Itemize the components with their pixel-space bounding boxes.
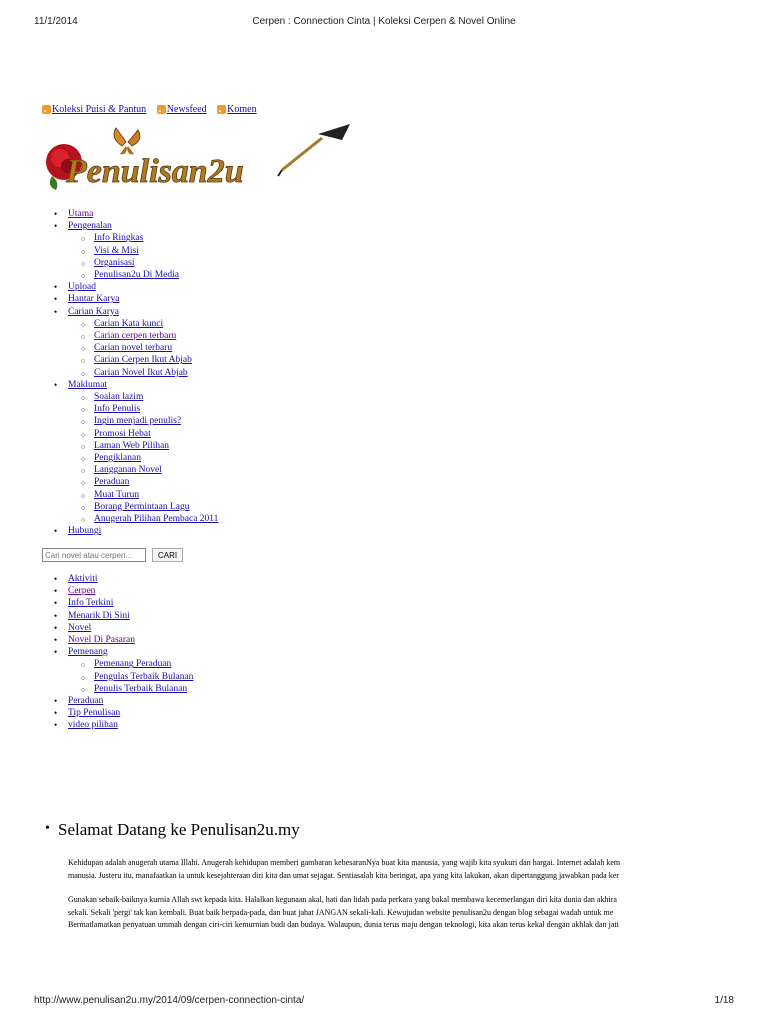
- nav-ingin-menjadi-penulis[interactable]: Ingin menjadi penulis?: [94, 416, 182, 427]
- logo-text: Penulisan2u: [66, 153, 244, 190]
- search-button[interactable]: CARI: [152, 548, 183, 562]
- welcome-heading: • Selamat Datang ke Penulisan2u.my: [58, 820, 300, 840]
- nav-pengiklanan[interactable]: Pengiklanan: [94, 453, 141, 464]
- print-date: 11/1/2014: [34, 16, 78, 27]
- nav-carian-novel-terbaru[interactable]: Carian novel terbaru: [94, 343, 173, 354]
- nav-maklumat[interactable]: Maklumat: [68, 379, 108, 390]
- nav-carian-karya[interactable]: Carian Karya: [68, 306, 119, 317]
- toplink-koleksi-puisi[interactable]: Koleksi Puisi & Pantun: [42, 104, 146, 115]
- nav-pemenang-peraduan[interactable]: Pemenang Peraduan: [94, 659, 172, 670]
- nav-hantar-karya[interactable]: Hantar Karya: [68, 294, 120, 305]
- print-page-number: 1/18: [714, 995, 734, 1006]
- paragraph-line: Gunakan sebaik-baiknya kurnia Allah swt kepada kita. Halalkan kegunaan akal, hati dan lidah pada perkara yang bakal membawa kecemerlangan diri kita dunia dan akhira: [68, 895, 617, 904]
- nav-menarik-di-sini[interactable]: Menarik Di Sini: [68, 610, 130, 621]
- top-links: [42, 104, 265, 117]
- quill-pen-icon: [278, 124, 350, 176]
- paragraph-line: sekali. Sekali 'pergi' tak kan kembali. Buat baik berpada-pada, dan buat jahat JANGAN sekali-kali. Kewujudan website penulisan2u dengan blog sebagai wadah untuk me: [68, 907, 614, 917]
- main-nav: [42, 208, 218, 537]
- rss-icon: [217, 105, 226, 114]
- nav-carian-cerpen-terbaru[interactable]: Carian cerpen terbaru: [94, 331, 177, 342]
- nav-tip-penulisan[interactable]: Tip Penulisan: [68, 708, 121, 719]
- butterfly-icon: [114, 128, 140, 154]
- nav-utama[interactable]: Utama: [68, 209, 94, 219]
- nav-organisasi[interactable]: Organisasi: [94, 257, 135, 268]
- nav-info-penulis[interactable]: Info Penulis: [94, 404, 141, 415]
- paragraph-line: Kehidupan adalah anugerah utama Illahi. Anugerah kehidupan memberi gambaran kebesaranNya buat kita manusia, yang wajib kita syukuri dan hargai. Internet adalah kem: [68, 858, 621, 867]
- nav-langganan-novel[interactable]: Langganan Novel: [94, 465, 162, 476]
- nav-novel-di-pasaran[interactable]: Novel Di Pasaran: [68, 635, 136, 646]
- search-form: [42, 548, 183, 562]
- toplink-newsfeed[interactable]: Newsfeed: [157, 104, 207, 115]
- welcome-paragraph-2: [68, 894, 733, 932]
- nav-peraduan[interactable]: Peraduan: [68, 696, 104, 707]
- nav-aktiviti[interactable]: Aktiviti: [68, 574, 98, 584]
- paragraph-line: Bermatlamatkan penyatuan ummah dengan ciri-ciri kemurnian budi dan budaya. Walaupun, dunia terus maju dengan teknologi, kita akan terus kekal dengan akhlak dan jati: [68, 920, 619, 929]
- nav-soalan-lazim[interactable]: Soalan lazim: [94, 392, 144, 403]
- rss-icon: [157, 105, 166, 114]
- nav-penulisan2u-di-media[interactable]: Penulisan2u Di Media: [94, 270, 179, 281]
- nav-promosi-hebat[interactable]: Promosi Hebat: [94, 428, 151, 439]
- search-input[interactable]: [42, 548, 146, 562]
- nav-hubungi[interactable]: Hubungi: [68, 526, 102, 537]
- site-logo[interactable]: [42, 124, 362, 196]
- nav-info-terkini[interactable]: Info Terkini: [68, 598, 114, 609]
- nav-peraduan-info[interactable]: Peraduan: [94, 477, 130, 488]
- nav-carian-kata-kunci[interactable]: Carian Kata kunci: [94, 318, 164, 329]
- nav-pengenalan[interactable]: Pengenalan: [68, 221, 112, 232]
- paragraph-line: manusia. Justeru itu, manafaatkan ia untuk kesejahteraan diri kita dan umat sejagat. Sentiasalah kita beringat, apa yang kita lakukan, akan dipertanggung jawabkan pada ker: [68, 870, 619, 880]
- print-url: http://www.penulisan2u.my/2014/09/cerpen-connection-cinta/: [34, 995, 305, 1006]
- print-title: Cerpen : Connection Cinta | Koleksi Cerpen & Novel Online: [252, 16, 516, 27]
- welcome-paragraph-1: [68, 857, 733, 882]
- nav-anugerah-pilihan-pembaca[interactable]: Anugerah Pilihan Pembaca 2011: [94, 514, 219, 525]
- nav-info-ringkas[interactable]: Info Ringkas: [94, 233, 144, 244]
- nav-borang-permintaan-lagu[interactable]: Borang Permintaan Lagu: [94, 501, 190, 512]
- nav-carian-novel-abjab[interactable]: Carian Novel Ikut Abjab: [94, 367, 188, 378]
- nav-muat-turun[interactable]: Muat Turun: [94, 489, 140, 500]
- nav-video-pilihan[interactable]: video pilihan: [68, 720, 118, 731]
- nav-penulis-terbaik[interactable]: Penulis Terbaik Bulanan: [94, 683, 188, 694]
- nav-pengulas-terbaik[interactable]: Pengulas Terbaik Bulanan: [94, 671, 194, 682]
- nav-pemenang[interactable]: Pemenang: [68, 647, 108, 658]
- toplink-komen[interactable]: Komen: [217, 104, 256, 115]
- nav-visi-misi[interactable]: Visi & Misi: [94, 245, 139, 256]
- rss-icon: [42, 105, 51, 114]
- nav-carian-cerpen-abjab[interactable]: Carian Cerpen Ikut Abjab: [94, 355, 192, 366]
- nav-novel[interactable]: Novel: [68, 622, 92, 633]
- nav-upload[interactable]: Upload: [68, 282, 96, 293]
- category-nav: [42, 573, 193, 732]
- nav-cerpen[interactable]: Cerpen: [68, 586, 96, 597]
- nav-laman-web-pilihan[interactable]: Laman Web Pilihan: [94, 440, 170, 451]
